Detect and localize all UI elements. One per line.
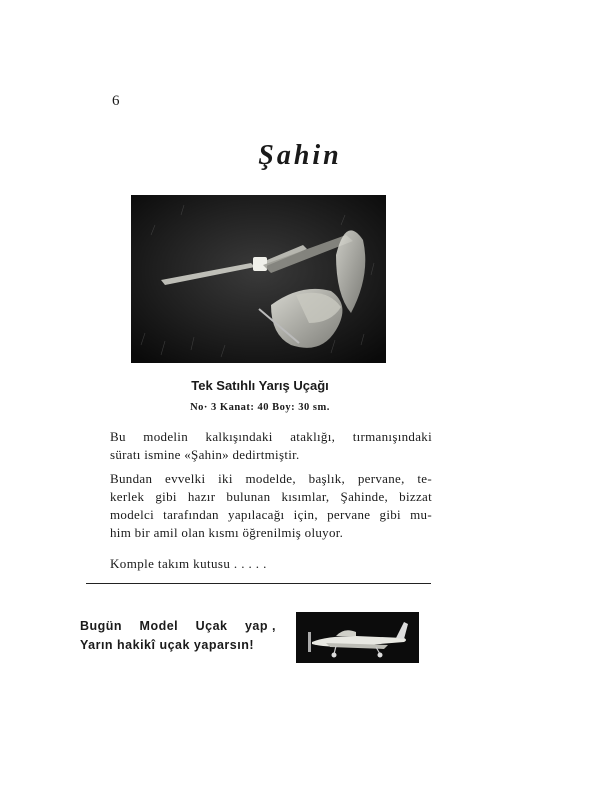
airplane-thumbnail-image: [296, 612, 419, 663]
page-number: 6: [112, 93, 120, 109]
slogan: [80, 617, 276, 655]
model-specs: No· 3 Kanat: 40 Boy: 30 sm.: [190, 402, 330, 413]
slogan-line-2: Yarın hakikî uçak yaparsın!: [80, 638, 254, 652]
photo-caption: Tek Satıhlı Yarış Uçağı: [191, 378, 329, 393]
text-line: Bundan evvelki iki modelde, başlık, pervane, te-: [110, 471, 432, 486]
text-line: modelci tarafından yapılacağı için, pervane gibi mu-: [110, 507, 432, 522]
text-line: kerlek gibi hazır bulunan kısımlar, Şahinde, bizzat: [110, 489, 432, 504]
text-line: Bu modelin kalkışındaki ataklığı, tırmanışındaki: [110, 429, 432, 444]
divider: [86, 583, 431, 584]
model-plane-photo: [131, 195, 386, 363]
slogan-word: Model: [139, 619, 179, 633]
slogan-word: Uçak: [195, 619, 228, 633]
page-title: Şahin: [258, 140, 342, 171]
paragraph-intro: [110, 428, 432, 464]
slogan-word: Bugün: [80, 619, 123, 633]
kit-price-line: Komple takım kutusu . . . . .: [110, 556, 267, 571]
text-line: süratı ismine «Şahin» dedirtmiştir.: [110, 447, 300, 462]
slogan-line-1: [80, 617, 276, 636]
paragraph-details: [110, 470, 432, 542]
text-line: him bir amil olan kısmı öğrenilmiş oluyor.: [110, 525, 344, 540]
slogan-word: yap ,: [244, 619, 276, 633]
